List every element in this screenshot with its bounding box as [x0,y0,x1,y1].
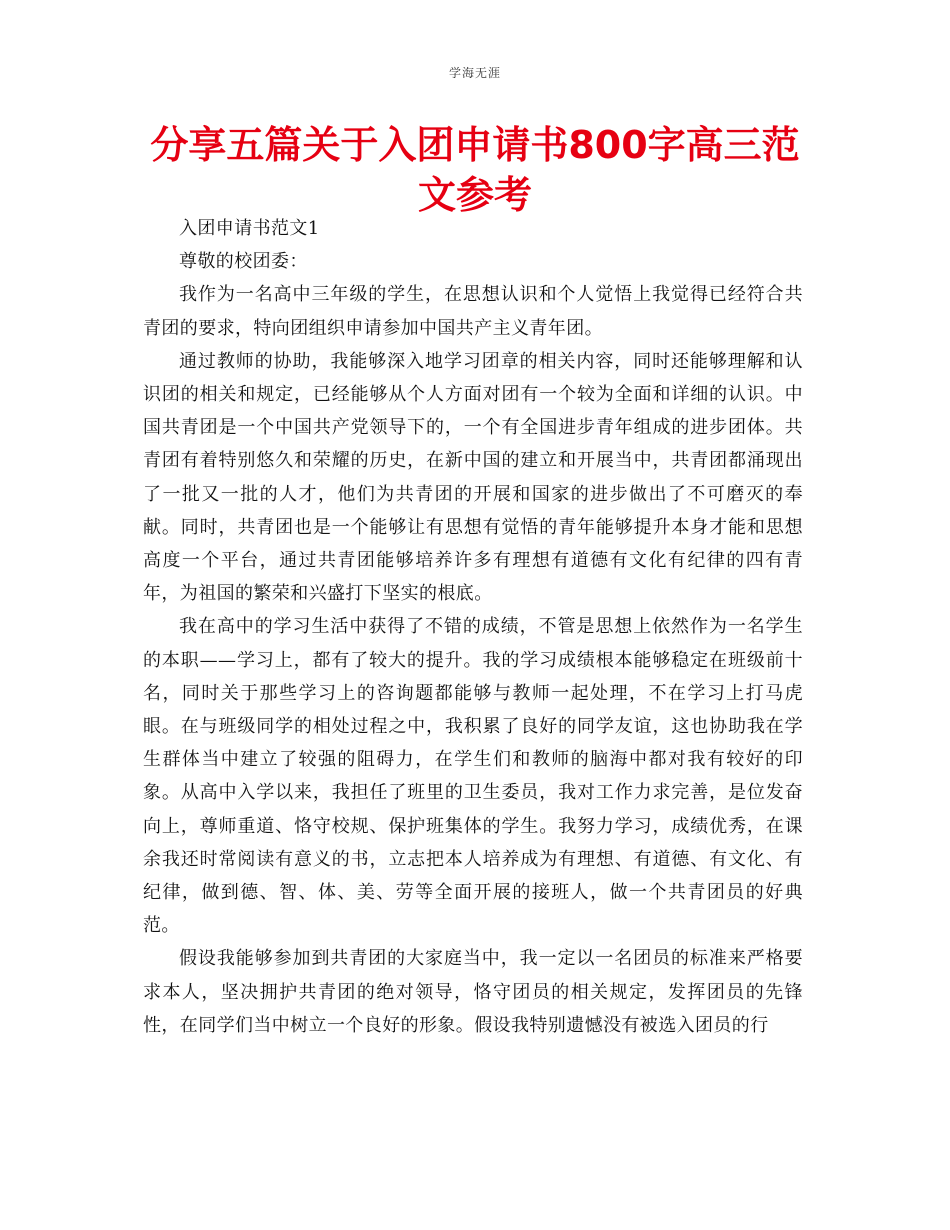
page-header: 学海无涯 [448,66,501,80]
body-paragraph: 通过教师的协助，我能够深入地学习团章的相关内容，同时还能够理解和认识团的相关和规定，已经能够从个人方面对团有一个较为全面和详细的认识。中国共青团是一个中国共产党领导下的，一个有全国进步青年组成的进步团体。共青团有着特别悠久和荣耀的历史，在新中国的建立和开展当中，共青团都涌现出了一批又一批的人才，他们为共青团的开展和国家的进步做出了不可磨灭的奉献。同时，共青团也是一个能够让有思想有觉悟的青年能够提升本身才能和思想高度一个平台，通过共青团能够培养许多有理想有道德有文化有纪律的四有青年，为祖国的繁荣和兴盛打下坚实的根底。 [143,350,803,605]
body-paragraph: 我在高中的学习生活中获得了不错的成绩，不管是思想上依然作为一名学生的本职——学习上，都有了较大的提升。我的学习成绩根本能够稳定在班级前十名，同时关于那些学习上的咨询题都能够与教师一起处理，不在学习上打马虎眼。在与班级同学的相处过程之中，我积累了良好的同学友谊，这也协助我在学生群体当中建立了较强的阻碍力，在学生们和教师的脑海中都对我有较好的印象。从高中入学以来，我担任了班里的卫生委员，我对工作力求完善，是位发奋向上，尊师重道、恪守校规、保护班集体的学生。我努力学习，成绩优秀，在课余我还时常阅读有意义的书，立志把本人培养成为有理想、有道德、有文化、有纪律，做到德、智、体、美、劳等全面开展的接班人，做一个共青团员的好典范。 [143,616,803,937]
body-paragraph: 我作为一名高中三年级的学生，在思想认识和个人觉悟上我觉得已经符合共青团的要求，特向团组织申请参加中国共产主义青年团。 [143,284,803,339]
body-paragraph: 假设我能够参加到共青团的大家庭当中，我一定以一名团员的标准来严格要求本人，坚决拥护共青团的绝对领导，恪守团员的相关规定，发挥团员的先锋性，在同学们当中树立一个良好的形象。假设我特别遗憾没有被选入团员的行 [143,948,803,1036]
document-title: 分享五篇关于入团申请书800字高三范文参考 [150,123,800,217]
salutation: 尊敬的校团委： [179,251,308,273]
sample-heading: 入团申请书范文1 [179,218,320,239]
document-body [143,212,803,1042]
